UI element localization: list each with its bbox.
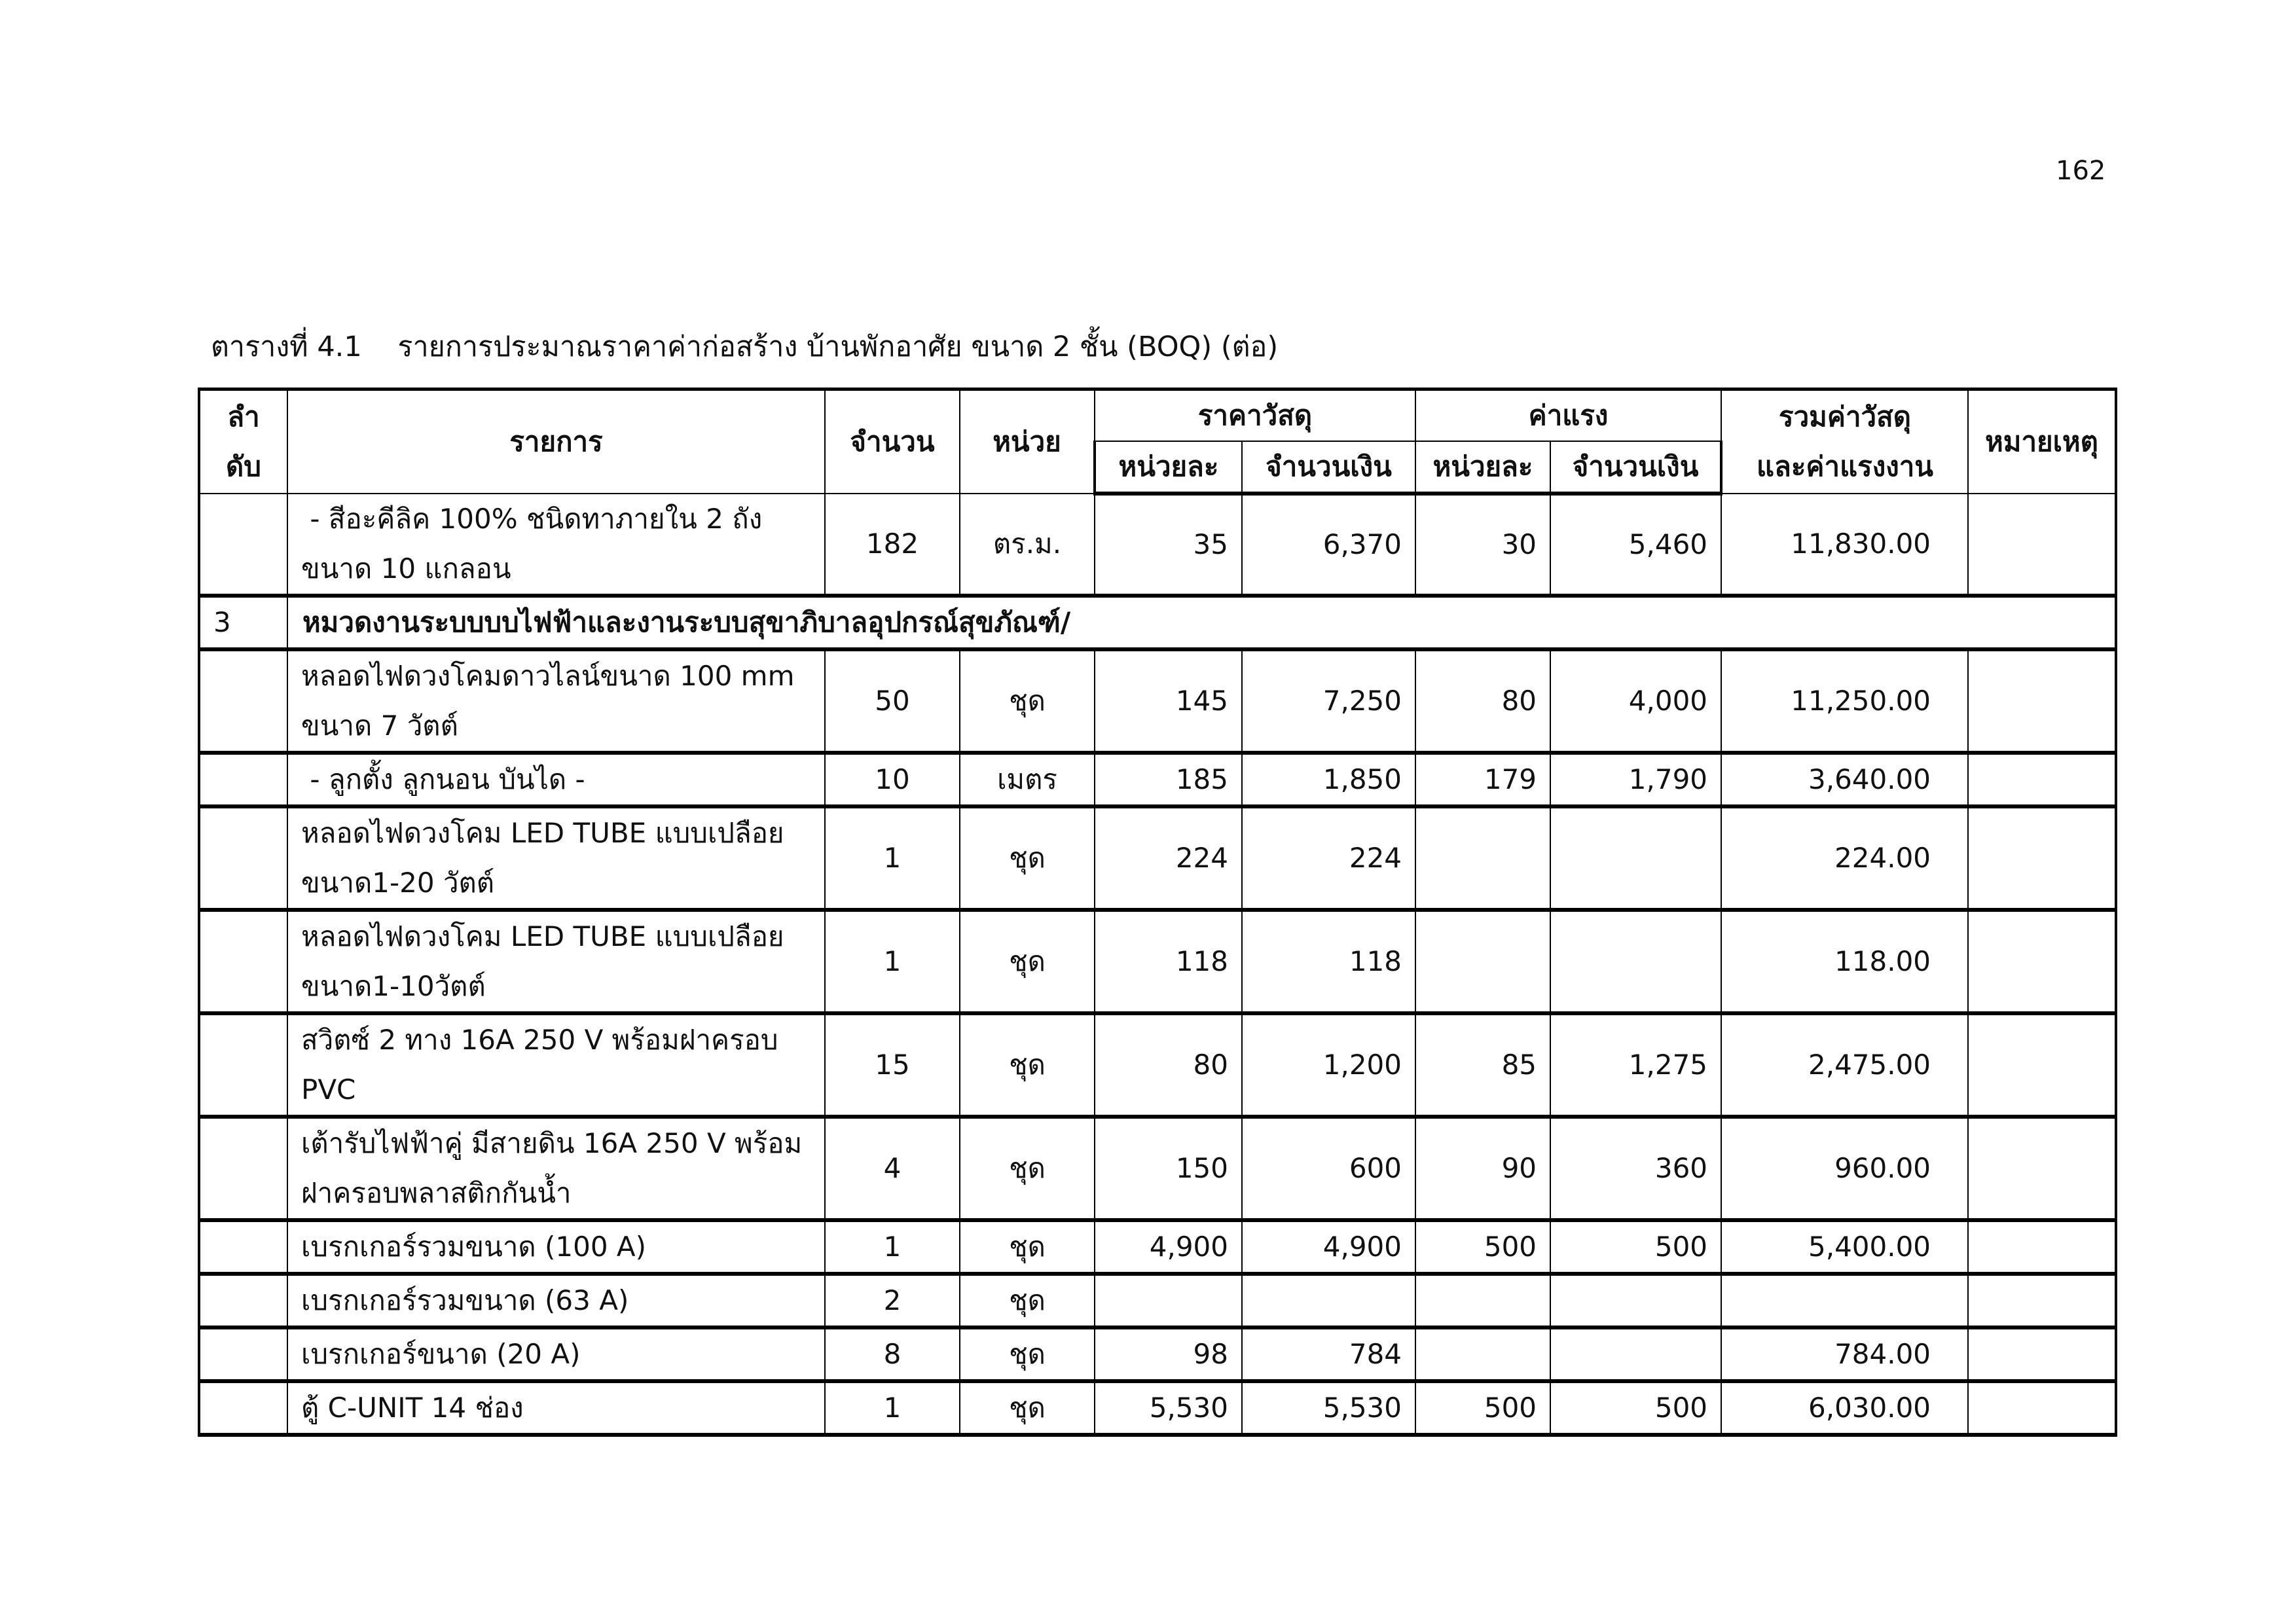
- cell-material-amount: 1,850: [1242, 753, 1415, 806]
- cell-remark: [1968, 806, 2116, 910]
- boq-table: [198, 388, 2117, 1437]
- cell-total: [1721, 1274, 1968, 1327]
- cell-total: 11,830.00: [1721, 494, 1968, 596]
- cell-quantity: 50: [825, 649, 960, 753]
- table-row: [199, 1274, 2116, 1327]
- cell-labor-unit-price: 90: [1415, 1117, 1550, 1220]
- cell-material-amount: 6,370: [1242, 494, 1415, 596]
- description-line1: เบรกเกอร์รวมขนาด (100 A): [301, 1231, 647, 1263]
- cell-total: 960.00: [1721, 1117, 1968, 1220]
- description-line1: หลอดไฟดวงโคม LED TUBE แบบเปลือย: [301, 817, 784, 849]
- cell-remark: [1968, 1220, 2116, 1274]
- cell-material-unit-price: 224: [1095, 806, 1242, 910]
- cell-material-amount: 1,200: [1242, 1013, 1415, 1117]
- header-quantity: จำนวน: [825, 389, 960, 494]
- cell-labor-unit-price: 85: [1415, 1013, 1550, 1117]
- cell-description: [287, 1274, 825, 1327]
- cell-material-amount: 224: [1242, 806, 1415, 910]
- cell-description: [287, 1381, 825, 1435]
- cell-labor-amount: 360: [1550, 1117, 1721, 1220]
- cell-material-unit-price: 35: [1095, 494, 1242, 596]
- cell-seq: [199, 649, 287, 753]
- cell-material-amount: 5,530: [1242, 1381, 1415, 1435]
- cell-description: [287, 649, 825, 753]
- table-row: [199, 649, 2116, 753]
- cell-quantity: 1: [825, 806, 960, 910]
- description-line2: ขนาด1-20 วัตต์: [301, 867, 495, 899]
- section-title: หมวดงานระบบบบไฟฟ้าและงานระบบสุขาภิบาลอุปกรณ์สุขภัณฑ์/: [287, 596, 2116, 649]
- header-unit: หน่วย: [960, 389, 1095, 494]
- cell-labor-unit-price: [1415, 1327, 1550, 1381]
- header-seq-line1: ลำ: [227, 401, 260, 433]
- description-line2: ขนาด 10 แกลอน: [301, 552, 511, 585]
- cell-material-unit-price: [1095, 1274, 1242, 1327]
- cell-labor-amount: 4,000: [1550, 649, 1721, 753]
- cell-labor-unit-price: 179: [1415, 753, 1550, 806]
- header-material-unit-price: หน่วยละ: [1095, 441, 1242, 494]
- cell-total: 118.00: [1721, 910, 1968, 1013]
- cell-remark: [1968, 1327, 2116, 1381]
- table-row: [199, 1013, 2116, 1117]
- cell-description: [287, 753, 825, 806]
- cell-unit: ชุด: [960, 1220, 1095, 1274]
- description-line2: ขนาด1-10วัตต์: [301, 970, 486, 1002]
- cell-remark: [1968, 1117, 2116, 1220]
- cell-material-unit-price: 185: [1095, 753, 1242, 806]
- cell-quantity: 4: [825, 1117, 960, 1220]
- cell-remark: [1968, 494, 2116, 596]
- cell-description: [287, 806, 825, 910]
- header-total-line1: รวมค่าวัสดุ: [1779, 401, 1912, 433]
- cell-material-amount: 784: [1242, 1327, 1415, 1381]
- cell-description: [287, 1013, 825, 1117]
- section-row: [199, 596, 2116, 649]
- cell-seq: [199, 1381, 287, 1435]
- cell-description: [287, 1117, 825, 1220]
- cell-labor-amount: 1,790: [1550, 753, 1721, 806]
- cell-description: [287, 1327, 825, 1381]
- description-line1: หลอดไฟดวงโคม LED TUBE แบบเปลือย: [301, 920, 784, 952]
- table-row: [199, 910, 2116, 1013]
- cell-seq: [199, 1220, 287, 1274]
- table-row: [199, 1381, 2116, 1435]
- cell-labor-unit-price: [1415, 806, 1550, 910]
- description-line2: ฝาครอบพลาสติกกันน้ำ: [301, 1177, 572, 1209]
- cell-material-unit-price: 145: [1095, 649, 1242, 753]
- table-header: [199, 389, 2116, 494]
- cell-quantity: 1: [825, 1381, 960, 1435]
- description-line2: ขนาด 7 วัตต์: [301, 710, 458, 742]
- cell-remark: [1968, 649, 2116, 753]
- cell-material-amount: 118: [1242, 910, 1415, 1013]
- cell-material-amount: 7,250: [1242, 649, 1415, 753]
- cell-description: [287, 1220, 825, 1274]
- cell-material-unit-price: 98: [1095, 1327, 1242, 1381]
- page-number: 162: [2056, 156, 2106, 186]
- section-number: 3: [199, 596, 287, 649]
- cell-labor-unit-price: [1415, 910, 1550, 1013]
- table-row: [199, 806, 2116, 910]
- cell-unit: ชุด: [960, 1013, 1095, 1117]
- cell-labor-amount: 500: [1550, 1381, 1721, 1435]
- cell-unit: ชุด: [960, 1117, 1095, 1220]
- cell-labor-unit-price: 80: [1415, 649, 1550, 753]
- cell-total: 5,400.00: [1721, 1220, 1968, 1274]
- cell-unit: ชุด: [960, 649, 1095, 753]
- cell-material-unit-price: 5,530: [1095, 1381, 1242, 1435]
- cell-material-amount: [1242, 1274, 1415, 1327]
- table-caption: ตารางที่ 4.1 รายการประมาณราคาค่าก่อสร้าง บ้านพักอาศัย ขนาด 2 ชั้น (BOQ) (ต่อ): [211, 331, 1279, 363]
- table-row: [199, 1117, 2116, 1220]
- header-material-group: ราคาวัสดุ: [1095, 389, 1415, 442]
- cell-quantity: 8: [825, 1327, 960, 1381]
- cell-remark: [1968, 1381, 2116, 1435]
- description-line2: PVC: [301, 1074, 356, 1106]
- cell-quantity: 2: [825, 1274, 960, 1327]
- header-item: รายการ: [287, 389, 825, 494]
- cell-unit: ชุด: [960, 910, 1095, 1013]
- description-line1: ตู้ C-UNIT 14 ช่อง: [301, 1392, 524, 1424]
- description-line1: เต้ารับไฟฟ้าคู่ มีสายดิน 16A 250 V พร้อม: [301, 1127, 803, 1159]
- header-remark: หมายเหตุ: [1968, 389, 2116, 494]
- cell-material-unit-price: 150: [1095, 1117, 1242, 1220]
- description-line1: เบรกเกอร์รวมขนาด (63 A): [301, 1284, 629, 1316]
- table-row: [199, 1220, 2116, 1274]
- cell-total: 6,030.00: [1721, 1381, 1968, 1435]
- cell-labor-amount: [1550, 1274, 1721, 1327]
- cell-description: [287, 910, 825, 1013]
- description-line1: - สีอะคีลิค 100% ชนิดทาภายใน 2 ถัง: [301, 503, 763, 535]
- description-line1: สวิตซ์ 2 ทาง 16A 250 V พร้อมฝาครอบ: [301, 1024, 778, 1056]
- header-labor-unit-price: หน่วยละ: [1415, 441, 1550, 494]
- cell-labor-unit-price: 500: [1415, 1381, 1550, 1435]
- cell-labor-amount: 1,275: [1550, 1013, 1721, 1117]
- description-line1: เบรกเกอร์ขนาด (20 A): [301, 1338, 581, 1370]
- cell-remark: [1968, 1274, 2116, 1327]
- cell-seq: [199, 1327, 287, 1381]
- cell-seq: [199, 1117, 287, 1220]
- cell-total: 11,250.00: [1721, 649, 1968, 753]
- cell-material-amount: 600: [1242, 1117, 1415, 1220]
- cell-total: 224.00: [1721, 806, 1968, 910]
- cell-labor-amount: [1550, 806, 1721, 910]
- cell-labor-amount: 5,460: [1550, 494, 1721, 596]
- cell-total: 2,475.00: [1721, 1013, 1968, 1117]
- cell-description: [287, 494, 825, 596]
- cell-total: 784.00: [1721, 1327, 1968, 1381]
- cell-seq: [199, 753, 287, 806]
- table-row: [199, 753, 2116, 806]
- cell-unit: ชุด: [960, 1381, 1095, 1435]
- cell-remark: [1968, 910, 2116, 1013]
- cell-unit: เมตร: [960, 753, 1095, 806]
- header-labor-amount: จำนวนเงิน: [1550, 441, 1721, 494]
- cell-quantity: 1: [825, 1220, 960, 1274]
- header-seq-line2: ดับ: [226, 450, 261, 482]
- header-total: [1721, 389, 1968, 494]
- header-seq: [199, 389, 287, 494]
- description-line1: หลอดไฟดวงโคมดาวไลน์ขนาด 100 mm: [301, 660, 795, 692]
- cell-seq: [199, 494, 287, 596]
- cell-labor-unit-price: [1415, 1274, 1550, 1327]
- description-line1: - ลูกตั้ง ลูกนอน บันได -: [301, 763, 585, 795]
- cell-quantity: 1: [825, 910, 960, 1013]
- cell-remark: [1968, 1013, 2116, 1117]
- cell-unit: ชุด: [960, 1327, 1095, 1381]
- cell-labor-unit-price: 30: [1415, 494, 1550, 596]
- cell-quantity: 15: [825, 1013, 960, 1117]
- cell-seq: [199, 806, 287, 910]
- cell-labor-amount: [1550, 1327, 1721, 1381]
- cell-quantity: 182: [825, 494, 960, 596]
- cell-seq: [199, 1013, 287, 1117]
- header-total-line2: และค่าแรงงาน: [1757, 450, 1934, 482]
- cell-labor-amount: 500: [1550, 1220, 1721, 1274]
- cell-unit: ตร.ม.: [960, 494, 1095, 596]
- cell-material-amount: 4,900: [1242, 1220, 1415, 1274]
- cell-seq: [199, 1274, 287, 1327]
- table-row: [199, 1327, 2116, 1381]
- cell-total: 3,640.00: [1721, 753, 1968, 806]
- cell-material-unit-price: 4,900: [1095, 1220, 1242, 1274]
- cell-material-unit-price: 80: [1095, 1013, 1242, 1117]
- header-material-amount: จำนวนเงิน: [1242, 441, 1415, 494]
- cell-quantity: 10: [825, 753, 960, 806]
- cell-material-unit-price: 118: [1095, 910, 1242, 1013]
- cell-labor-amount: [1550, 910, 1721, 1013]
- header-labor-group: ค่าแรง: [1415, 389, 1721, 442]
- cell-unit: ชุด: [960, 806, 1095, 910]
- cell-unit: ชุด: [960, 1274, 1095, 1327]
- table-row: [199, 494, 2116, 596]
- cell-seq: [199, 910, 287, 1013]
- cell-remark: [1968, 753, 2116, 806]
- table-body: [199, 494, 2116, 1435]
- cell-labor-unit-price: 500: [1415, 1220, 1550, 1274]
